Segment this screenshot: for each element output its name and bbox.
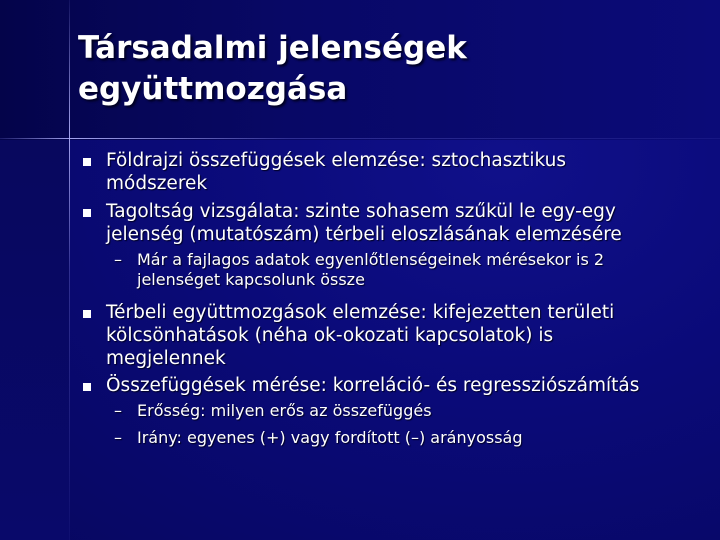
square-bullet-icon xyxy=(83,158,91,166)
square-bullet-icon xyxy=(83,209,91,217)
dash-bullet-icon: – xyxy=(114,250,122,269)
bullet-text-line: jelenség (mutatószám) térbeli eloszlásának elemzésére xyxy=(106,224,622,245)
square-bullet-icon xyxy=(83,383,91,391)
bullet-item xyxy=(78,149,718,195)
sub-bullet-item xyxy=(78,250,718,290)
left-band xyxy=(0,140,70,540)
sub-bullet-item xyxy=(78,401,718,421)
horizontal-accent-line xyxy=(0,138,720,139)
bullet-list xyxy=(78,148,718,448)
bullet-text-line: Térbeli együttmozgások elemzése: kifejezetten területi xyxy=(106,302,615,323)
sub-bullet-text-line: jelenséget kapcsolunk össze xyxy=(137,270,365,289)
square-bullet-icon xyxy=(83,310,91,318)
bullet-text-line: Földrajzi összefüggések elemzése: sztochasztikus xyxy=(106,150,566,171)
slide-title-line: együttmozgása xyxy=(78,71,348,107)
bullet-item xyxy=(78,301,718,370)
sub-bullet-text-line: Erősség: milyen erős az összefüggés xyxy=(137,401,432,420)
bullet-text-line: módszerek xyxy=(106,173,208,194)
sub-bullet-text-line: Irány: egyenes (+) vagy fordított (–) arányosság xyxy=(137,428,523,447)
bullet-text-line: Tagoltság vizsgálata: szinte sohasem szűkül le egy-egy xyxy=(106,201,616,222)
bullet-item xyxy=(78,374,718,397)
bullet-text-line: kölcsönhatások (néha ok-okozati kapcsolatok) is xyxy=(106,325,554,346)
dash-bullet-icon: – xyxy=(114,428,122,447)
bullet-text-line: megjelennek xyxy=(106,348,226,369)
dash-bullet-icon: – xyxy=(114,401,122,420)
slide-title xyxy=(78,28,678,110)
sub-bullet-text-line: Már a fajlagos adatok egyenlőtlenségeinek mérésekor is 2 xyxy=(137,250,605,269)
bullet-text-line: Összefüggések mérése: korreláció- és regressziószámítás xyxy=(106,375,640,396)
sub-bullet-item xyxy=(78,428,718,448)
slide-title-line: Társadalmi jelenségek xyxy=(78,30,467,66)
bullet-item xyxy=(78,200,718,246)
vertical-accent-line xyxy=(69,0,70,540)
